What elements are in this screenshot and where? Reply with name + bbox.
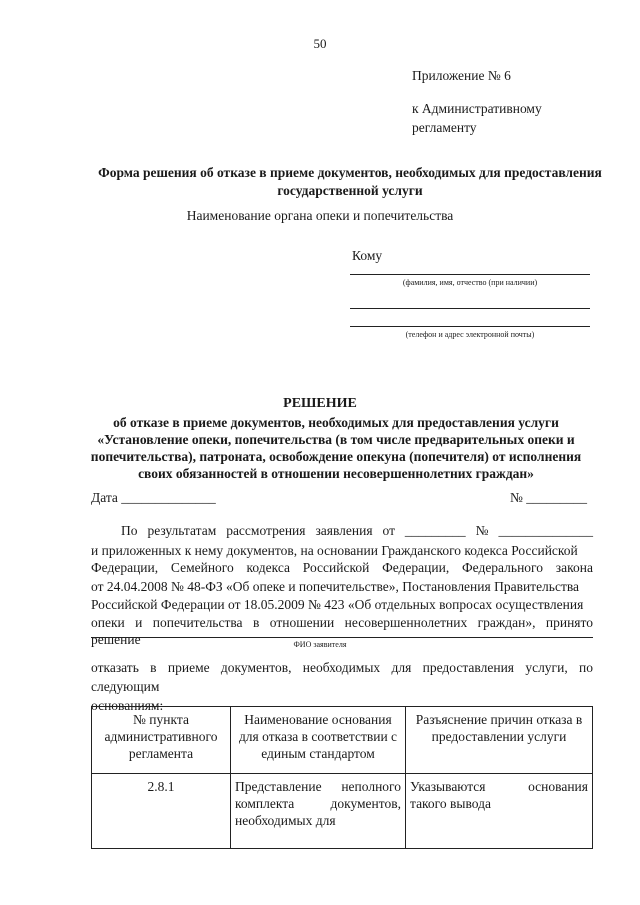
appendix-label: Приложение № 6 xyxy=(412,68,511,83)
body-word: № xyxy=(475,523,489,538)
header-basis: Наименование основания для отказа в соответствии с единым стандартом xyxy=(231,707,406,774)
table-header-row xyxy=(92,707,593,774)
body-line-3 xyxy=(91,560,593,577)
cell-explanation: Указываются основания такого вывода xyxy=(406,774,593,849)
appendix-reference-cont: регламенту xyxy=(412,120,477,135)
recipient-name-line[interactable] xyxy=(350,274,590,275)
body-line-2: и приложенных к нему документов, на основании Гражданского кодекса Российской xyxy=(91,543,578,558)
appendix-reference: к Административному xyxy=(412,101,542,116)
body-word: заявления xyxy=(315,523,373,538)
form-title xyxy=(60,164,640,200)
applicant-name-caption: ФИО заявителя xyxy=(293,640,347,649)
decision-subtitle xyxy=(86,414,586,482)
body-word: рассмотрения xyxy=(226,523,306,538)
recipient-contact-caption: (телефон и адрес электронной почты) xyxy=(405,330,535,339)
decision-title: РЕШЕНИЕ xyxy=(283,396,357,411)
recipient-contact-line[interactable] xyxy=(350,326,590,327)
body-word: закона xyxy=(555,560,593,575)
refusal-statement-line1: отказать в приеме документов, необходимых для предоставления услуги, по следующим xyxy=(91,660,593,694)
body-line-1 xyxy=(91,523,593,540)
body-word: Федерального xyxy=(461,560,543,575)
applicant-name-line[interactable] xyxy=(91,637,593,638)
cell-point: 2.8.1 xyxy=(92,774,231,849)
date-field[interactable]: Дата ______________ xyxy=(91,490,216,505)
header-point: № пункта административного регламента xyxy=(92,707,231,774)
body-word: По xyxy=(121,523,138,538)
decision-subtitle-line4: своих обязанностей в отношении несовершеннолетних граждан» xyxy=(138,466,534,481)
body-word: от xyxy=(382,523,395,538)
body-word: Российской xyxy=(302,560,370,575)
refusal-reasons-table xyxy=(91,706,593,849)
body-word: кодекса xyxy=(246,560,290,575)
header-explanation: Разъяснение причин отказа в предоставлении услуги xyxy=(406,707,593,774)
body-word: Семейного xyxy=(170,560,234,575)
cell-basis: Представление неполного комплекта документов, необходимых для xyxy=(231,774,406,849)
form-title-line1: Форма решения об отказе в приеме документов, необходимых для предоставления xyxy=(98,165,602,180)
body-line-4: от 24.04.2008 № 48-ФЗ «Об опеке и попечительстве», Постановления Правительства xyxy=(91,579,580,594)
table-row xyxy=(92,774,593,849)
recipient-label: Кому xyxy=(352,248,383,263)
org-name: Наименование органа опеки и попечительства xyxy=(186,208,454,223)
number-field[interactable]: № _________ xyxy=(510,490,588,505)
decision-subtitle-line2: «Установление опеки, попечительства (в том числе предварительных опеки и xyxy=(97,432,575,447)
body-word: Федерации, xyxy=(91,560,159,575)
body-word: результатам xyxy=(147,523,217,538)
decision-subtitle-line1: об отказе в приеме документов, необходимых для предоставления услуги xyxy=(113,415,559,430)
form-title-line2: государственной услуги xyxy=(277,183,423,198)
application-date-blank[interactable]: _________ xyxy=(404,523,466,538)
recipient-extra-line[interactable] xyxy=(350,308,590,309)
page-number: 50 xyxy=(313,36,327,51)
application-number-blank[interactable]: ______________ xyxy=(498,523,593,538)
decision-subtitle-line3: попечительства), патроната, освобождение опекуна (попечителя) от исполнения xyxy=(90,449,582,464)
body-line-5: Российской Федерации от 18.05.2009 № 423 «Об отдельных вопросах осуществления xyxy=(91,597,584,612)
body-word: Федерации, xyxy=(382,560,450,575)
refusal-statement-line2: основаниям: xyxy=(91,698,164,713)
body-line-6: опеки и попечительства в отношении несовершеннолетних граждан», принято решение xyxy=(91,615,593,647)
recipient-name-caption: (фамилия, имя, отчество (при наличии) xyxy=(402,278,538,287)
